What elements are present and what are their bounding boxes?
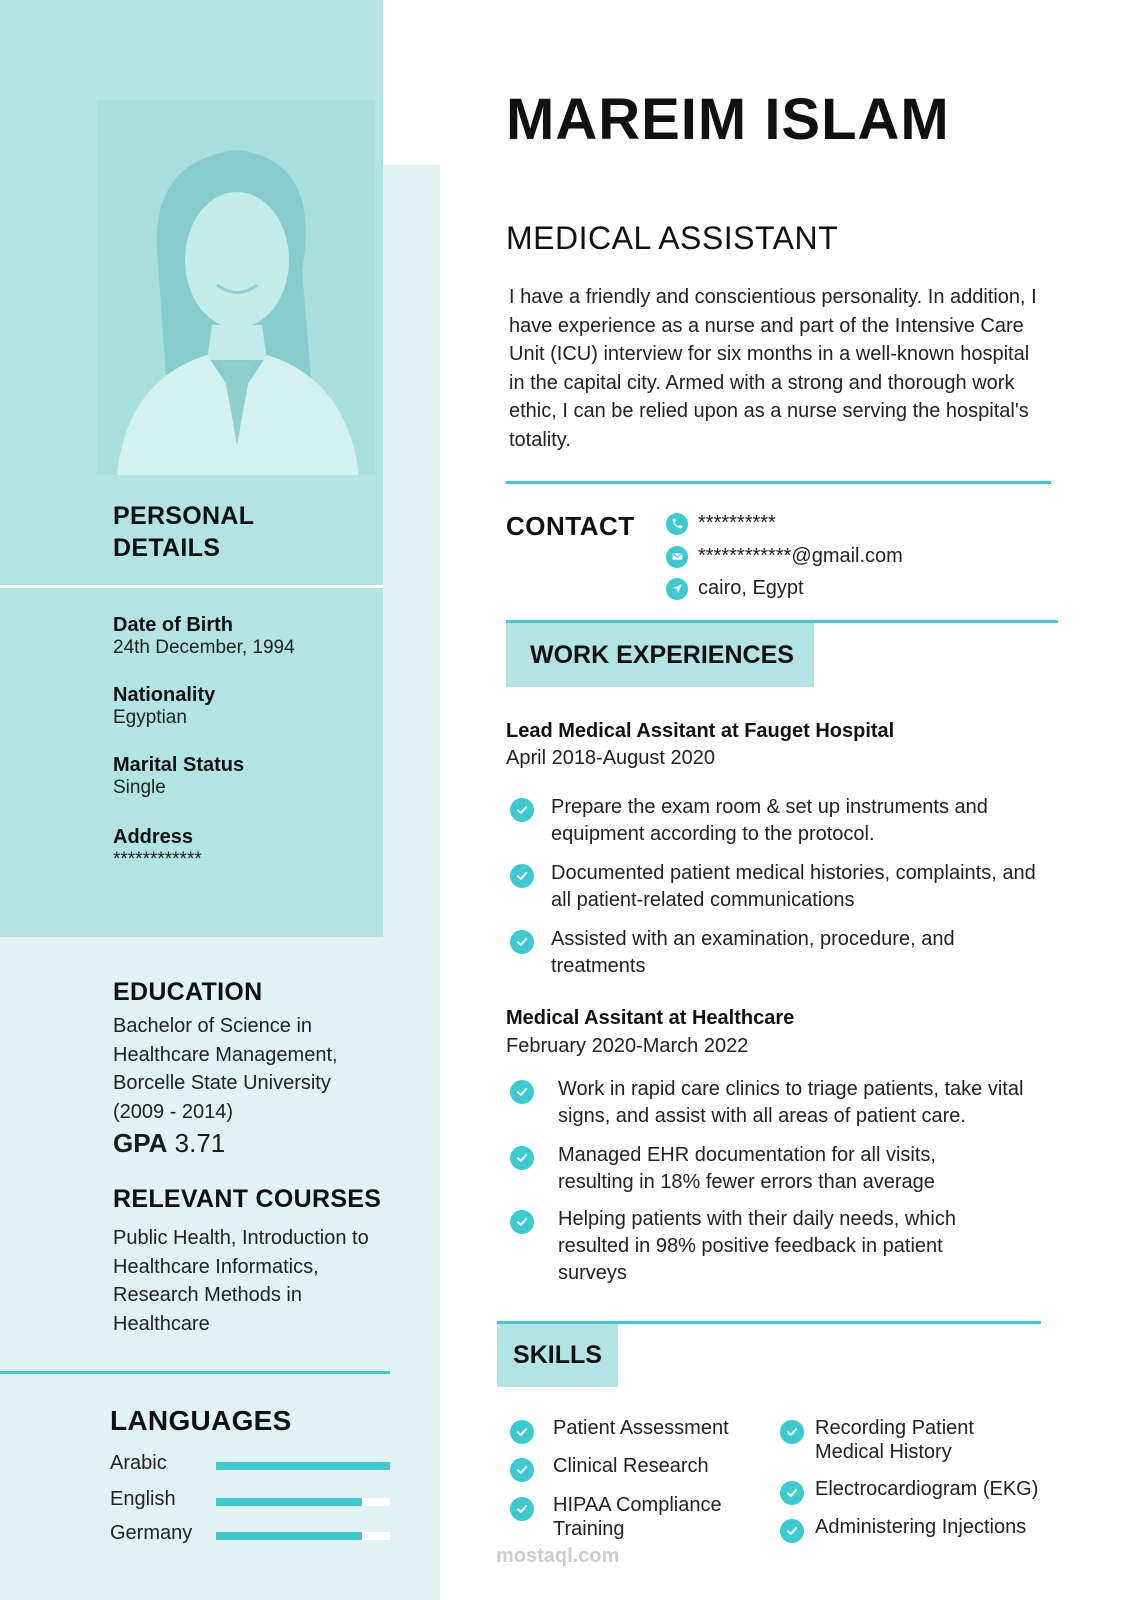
email-icon [666, 546, 688, 568]
education-heading: EDUCATION [113, 978, 263, 1006]
work-experiences-heading: WORK EXPERIENCES [506, 623, 814, 687]
personal-details-heading: PERSONAL DETAILS [113, 502, 254, 562]
contact-phone [666, 512, 776, 535]
skill-text: HIPAA Compliance Training [553, 1494, 722, 1540]
field-label: Address [113, 826, 194, 848]
skill-text: Administering Injections [815, 1516, 1027, 1538]
courses-text: Public Health, Introduction to Healthcare Informatics, Research Methods in Healthcare [113, 1227, 369, 1335]
dob-field [113, 614, 295, 659]
person-silhouette-icon [97, 100, 375, 475]
section-divider [506, 481, 1051, 484]
check-icon [510, 1497, 534, 1521]
skill-text: Clinical Research [553, 1455, 709, 1477]
job-bullet [510, 926, 1050, 980]
nationality-field [113, 684, 215, 729]
check-icon [510, 1458, 534, 1482]
location-value: cairo, Egypt [698, 577, 804, 599]
education-text: Bachelor of Science in Healthcare Management, Borcelle State University (2009 - 2014) [113, 1015, 338, 1123]
language-name: English [110, 1488, 176, 1510]
skill-item [780, 1416, 1060, 1464]
gpa-value: 3.71 [174, 1128, 226, 1158]
sidebar-accent-strip [383, 165, 440, 937]
skill-text: Electrocardiogram (EKG) [815, 1478, 1039, 1500]
skills-heading: SKILLS [497, 1324, 618, 1387]
skill-text: Recording Patient Medical History [815, 1417, 974, 1463]
job-title: Lead Medical Assitant at Fauget Hospital [506, 720, 895, 742]
job-bullet [510, 1076, 1050, 1130]
field-label: Nationality [113, 684, 216, 706]
job-title: Medical Assitant at Healthcare [506, 1007, 795, 1029]
check-icon [510, 1210, 534, 1234]
field-label: Date of Birth [113, 614, 233, 636]
language-level-fill [216, 1498, 362, 1506]
language-level-bar [216, 1462, 390, 1470]
check-icon [510, 1146, 534, 1170]
candidate-name: MAREIM ISLAM [506, 87, 950, 152]
language-level-fill [216, 1532, 362, 1540]
address-field [113, 826, 202, 871]
field-value: ************ [113, 849, 202, 870]
check-icon [510, 864, 534, 888]
profile-photo [97, 100, 375, 475]
field-value: Single [113, 777, 166, 798]
field-value: 24th December, 1994 [113, 637, 295, 658]
job-dates: April 2018-August 2020 [506, 747, 716, 769]
skill-item [510, 1416, 760, 1444]
bullet-text: Managed EHR documentation for all visits, resulting in 18% fewer errors than average [558, 1144, 936, 1193]
check-icon [780, 1481, 804, 1505]
section-divider [0, 1371, 390, 1374]
phone-icon [666, 513, 688, 535]
bullet-text: Helping patients with their daily needs, which resulted in 98% positive feedback in patient surveys [558, 1208, 956, 1284]
skill-item [780, 1477, 1070, 1505]
check-icon [780, 1420, 804, 1444]
language-name: Arabic [110, 1452, 167, 1474]
contact-location [666, 577, 804, 600]
job-bullet [510, 794, 1050, 848]
watermark: mostaql.com [496, 1545, 620, 1567]
languages-heading: LANGUAGES [110, 1405, 292, 1436]
gpa-label: GPA [113, 1128, 168, 1158]
phone-value: ********** [698, 512, 776, 534]
language-level-fill [216, 1462, 390, 1470]
skill-text: Patient Assessment [553, 1417, 729, 1439]
job-bullet [510, 1142, 1050, 1196]
bullet-text: Prepare the exam room & set up instruments and equipment according to the protocol. [551, 796, 988, 845]
check-icon [510, 1420, 534, 1444]
language-level-bar [216, 1532, 390, 1540]
candidate-role: MEDICAL ASSISTANT [506, 220, 839, 256]
job-dates: February 2020-March 2022 [506, 1035, 749, 1057]
check-icon [510, 930, 534, 954]
check-icon [780, 1519, 804, 1543]
bullet-text: Assisted with an examination, procedure, and treatments [551, 928, 955, 977]
field-label: Marital Status [113, 754, 245, 776]
check-icon [510, 798, 534, 822]
section-divider [0, 585, 383, 588]
contact-heading: CONTACT [506, 511, 635, 541]
job-bullet [510, 860, 1050, 914]
language-level-bar [216, 1498, 390, 1506]
contact-email [666, 545, 903, 568]
email-value[interactable]: ************@gmail.com [698, 545, 903, 567]
skill-item [780, 1515, 1070, 1543]
check-icon [510, 1080, 534, 1104]
bullet-text: Work in rapid care clinics to triage patients, take vital signs, and assist with all areas of patient care. [558, 1078, 1024, 1127]
bullet-text: Documented patient medical histories, complaints, and all patient-related communications [551, 862, 1036, 911]
summary-text: I have a friendly and conscientious personality. In addition, I have experience as a nurse and part of the Intensive Care Unit (ICU) interview for six months in a well-known hospital in the capital city. Armed with a strong and thorough work ethic, I can be relied upon as a nurse serving the hospital's totality. [509, 286, 1037, 451]
location-arrow-icon [666, 578, 688, 600]
gpa [113, 1128, 225, 1159]
skill-item [510, 1454, 760, 1482]
courses-heading: RELEVANT COURSES [113, 1185, 382, 1213]
field-value: Egyptian [113, 707, 187, 728]
marital-status-field [113, 754, 244, 799]
skill-item [510, 1493, 760, 1541]
language-name: Germany [110, 1522, 193, 1544]
job-bullet [510, 1206, 1050, 1287]
